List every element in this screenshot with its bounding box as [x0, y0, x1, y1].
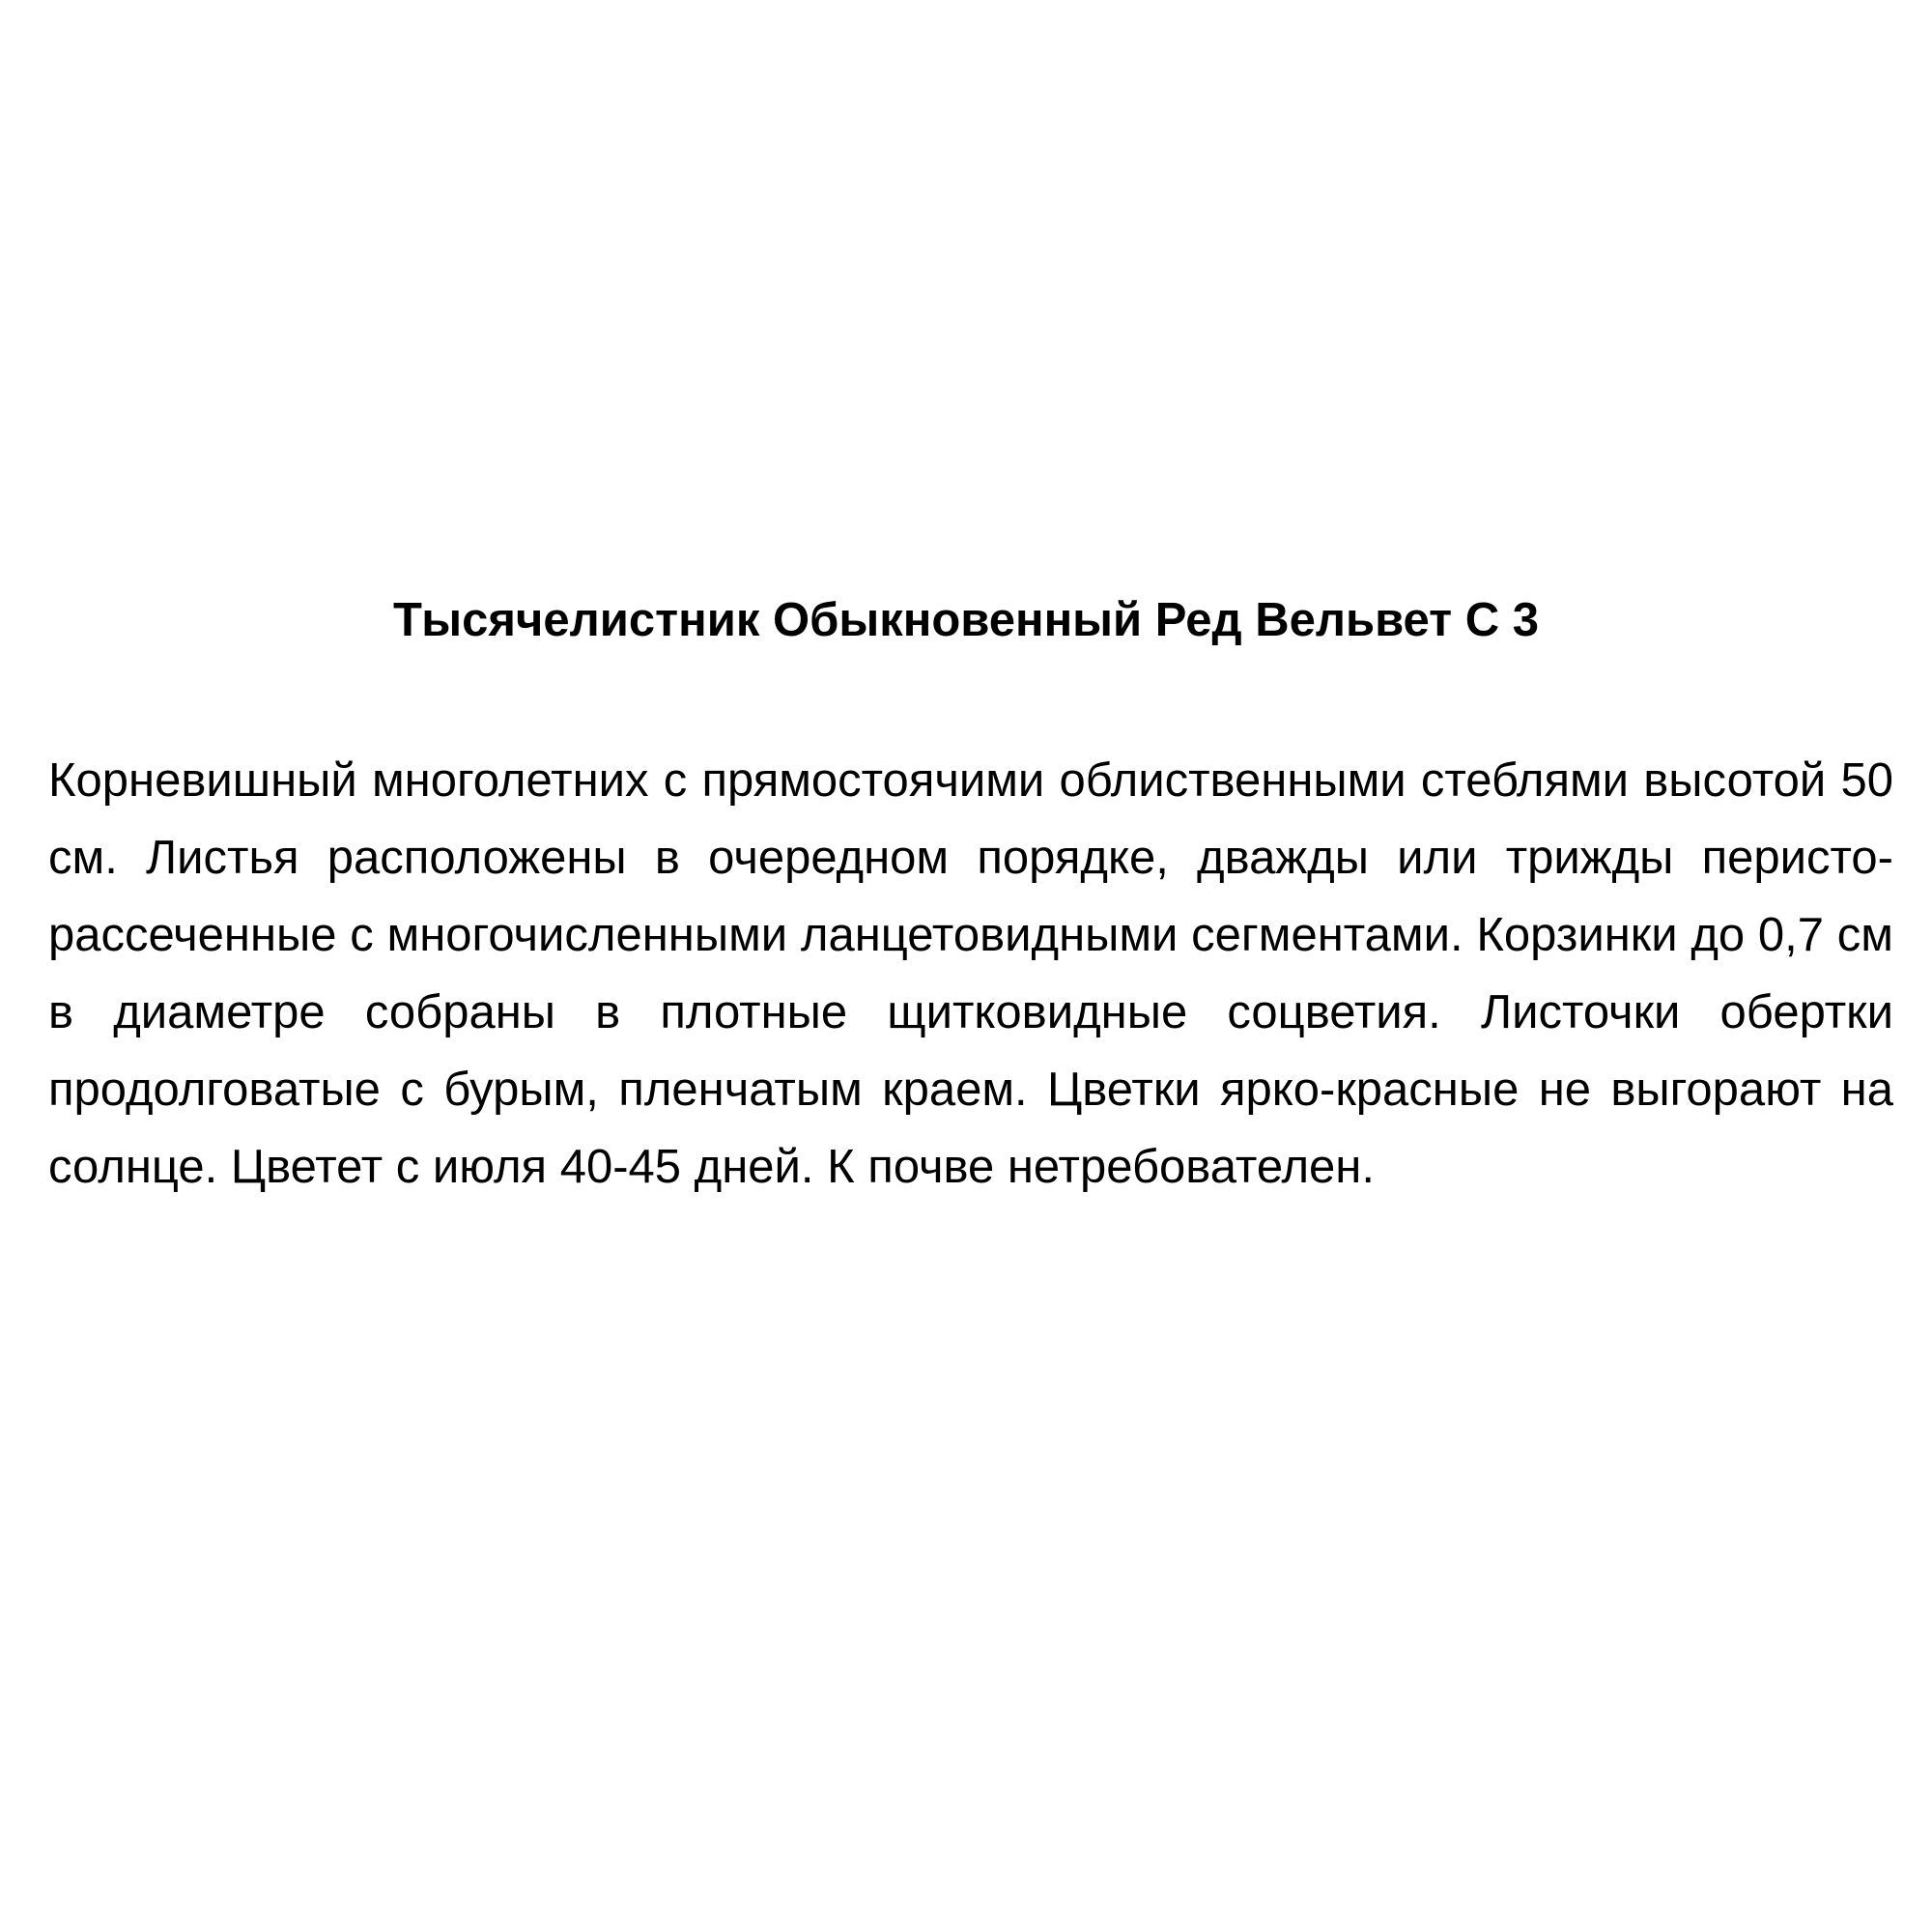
product-title: Тысячелистник Обыкновенный Ред Вельвет С 3 — [392, 594, 1540, 646]
product-description: Корневишный многолетних с прямостоячими облиственными стеблями высотой 50 см. Листья расположены в очередном порядке, дважды или трижды перисто-рассеченные с многочисленными ланцетовидными сегментами. Корзинки до 0,7 см в диаметре собраны в плотные щитковидные соцветия. Листочки обертки продолговатые с бурым, пленчатым краем. Цветки ярко-красные не выгорают на солнце. Цветет с июля 40-45 дней. К почве нетребователен. — [48, 754, 1893, 1193]
